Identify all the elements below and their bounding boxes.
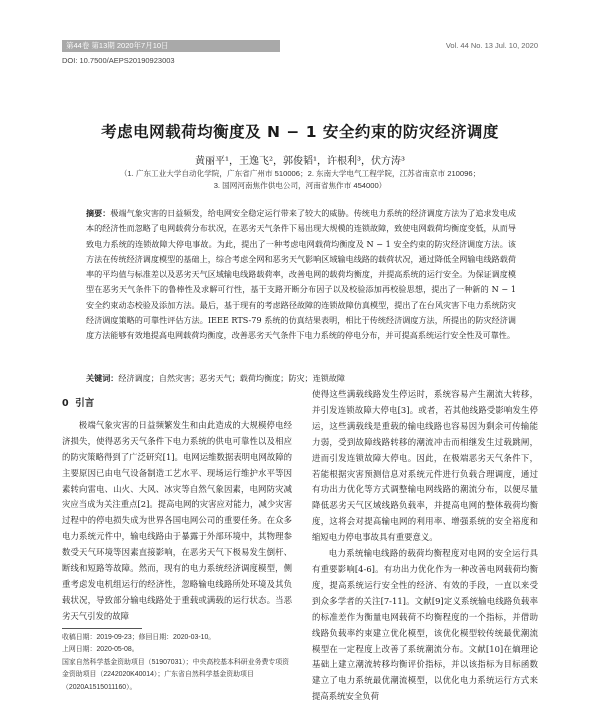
- keywords-text: 经济调度；自然灾害；恶劣天气；载荷均衡度；防灾；连锁故障: [118, 373, 346, 383]
- authors: 黄丽平¹，王逸飞²，郭俊韬¹，许根利³，伏方涛³: [194, 156, 406, 167]
- body-paragraph: 极端气象灾害的日益频繁发生和由此造成的大规模停电经济损失，使得恶劣天气条件下电力系统的供电可靠性以及相应的防灾策略得到了广泛研究[1]。电网运维数据表明电网故障的主要原因已由电气设备制造工艺水平、现场运行维护水平等因素转向雷电、山火、大风、冰灾等自然气象因素，电网防灾减灾应当成为关注重点[2]。提高电网的灾害应对能力，减少灾害过程中的停电损失成为世界各国电网公司的重要任务。在众多电力系统元件中，输电线路由于暴露于外部环境中，其物理参数受天气环境等因素直接影响，在恶劣天气下极易发生倒杆、断线和短路等故障。然而，现有的电力系统经济调度模型，侧重考虑发电机组运行的经济性，忽略输电线路所处环境及其负载状况，导致部分输电线路处于重载或满载的运行状态。当恶劣天气引发的故障: [62, 419, 292, 621]
- footnote-divider: [62, 628, 142, 629]
- footnote-line: 上网日期：2020-05-08。: [62, 646, 139, 654]
- footnotes: [62, 632, 294, 694]
- abstract: [86, 206, 516, 344]
- keywords-label: 关键词：: [86, 373, 119, 383]
- running-header: [62, 40, 538, 52]
- footnote-line: 国家自然科学基金资助项目（51907031）；中央高校基本科研业务费专项资金资助项目（2242020K40014）；广东省自然科学基金资助项目（2020A1515011160）。: [62, 658, 290, 691]
- body-paragraph: 电力系统输电线路的载荷均衡程度对电网的安全运行具有重要影响[4-6]。有功出力优化作为一种改善电网载荷均衡度，提高系统运行安全性的经济、有效的手段，一直以来受到众多学者的关注[7-11]。文献[9]定义系统输电线路负载率的标准差作为衡量电网载荷不均衡程度的一个指标，并借助线路负载率约束建立优化模型，该优化模型较传统最优潮流模型在一定程度上改善了系统潮流分布。文献[10]在熵理论基础上建立潮流转移均衡评价指标，并以该指标为目标函数建立了电力系统最优潮流模型，以优化电力系统运行方式来提高系统安全负荷: [312, 548, 538, 702]
- section-heading: [62, 396, 292, 412]
- section-title: 引言: [75, 398, 95, 409]
- affiliation-line: （1. 广东工业大学自动化学院，广东省广州市 510006；2. 东南大学电气工程学院，江苏省南京市 210096；: [119, 169, 481, 178]
- abstract-text: 极端气象灾害的日益频发，给电网安全稳定运行带来了较大的威胁。传统电力系统的经济调度方法为了追求发电成本的经济性而忽略了电网载荷分布状况，在恶劣天气条件下易出现大规模的连锁故障，致使电网载荷均衡度变低，从而导致电力系统的连锁故障大停电事故。为此，提出了一种考虑电网载荷均衡度及 N − 1 安全约束的防灾经济调度方法。该方法在传统经济调度模型的基础上，综合考虑全网和恶劣天气影响区域输电线路的载荷状况，通过降低全网输电线路载荷率的平均值与标准差以及恶劣天气区域输电线路载荷率，改善电网的载荷均衡度，并提高系统的运行安全。为保证调度模型在恶劣天气条件下的鲁棒性及求解可行性，基于支路开断分布因子以及校验添加再校验思想，提出了一种新的 N − 1 安全约束动态校验及添加方法。最后，基于现有的考虑路径故障的连锁故障仿真模型，提出了在台风灾害下电力系统防灾经济调度策略的可靠性评估方法。IEEE RTS-79 系统的仿真结果表明，相比于传统经济调度方法，所提出的防灾经济调度方法能够有效地提高电网载荷均衡度，改善恶劣天气条件下电力系统的停电分布，并可提高系统运行安全性及可靠性。: [86, 208, 516, 341]
- body-paragraph: 使得这些满载线路发生停运时，系统容易产生潮流大转移，并引发连锁故障大停电[3]。或者，若其他线路受影响发生停运，这些满载线是重载的输电线路也容易因为剩余可传输能力弱，受到故障线路转移的潮流冲击而相继发生过载跳闸，进而引发连锁故障大停电。因此，在极端恶劣天气条件下，若能根据灾害预测信息对系统元件进行负载合理调度，通过有功出力优化等方式调整输电网线路的潮流分布，以便尽量降低恶劣天气区域线路负载率，并提高电网的整体载荷均衡度，这将会对提高输电网的利用率、增强系统的安全裕度和缩短电力停电事故具有重要意义。: [312, 389, 538, 543]
- left-column: [62, 396, 292, 625]
- keywords: [86, 373, 516, 384]
- affiliation-line: 3. 国网河南焦作供电公司，河南省焦作市 454000）: [213, 181, 387, 190]
- volume-info: Vol. 44 No. 13 Jul. 10, 2020: [445, 41, 538, 50]
- right-column: [312, 387, 538, 705]
- footnote-line: 收稿日期：2019-09-23；修回日期：2020-03-10。: [62, 634, 216, 641]
- section-number: 0: [62, 398, 69, 409]
- abstract-label: 摘要：: [86, 208, 111, 218]
- paper-title: 考虑电网载荷均衡度及 N − 1 安全约束的防灾经济调度: [101, 123, 499, 141]
- affiliations: [90, 168, 510, 192]
- doi[interactable]: DOI: 10.7500/AEPS20190923003: [62, 56, 175, 65]
- issue-info: 第44卷 第13期 2020年7月10日: [62, 40, 280, 52]
